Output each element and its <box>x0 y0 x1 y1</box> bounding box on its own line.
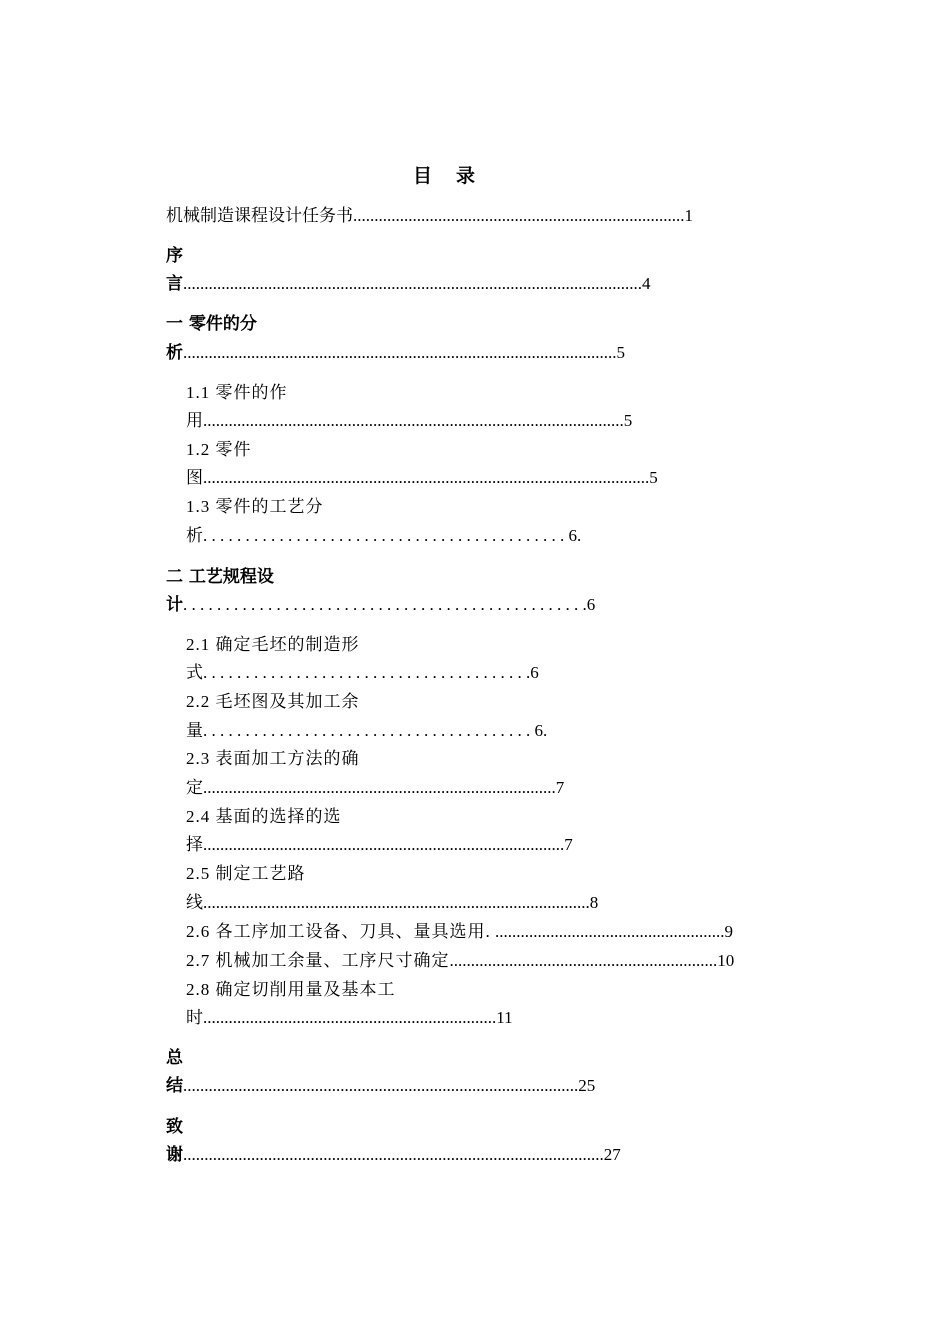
toc-entry-label: 计 <box>166 595 183 615</box>
toc-entry-2-5[interactable] <box>186 892 598 914</box>
toc-page-number: 1 <box>684 206 693 225</box>
toc-page-number: 7 <box>564 835 573 854</box>
toc-page-number: 5 <box>649 468 658 487</box>
toc-title <box>413 165 475 187</box>
toc-entry-label: 结 <box>166 1076 183 1096</box>
toc-page-number: 25 <box>578 1076 596 1095</box>
toc-entry-label: 言 <box>166 274 183 294</box>
toc-entry-2-8-line1[interactable]: 2.8 确定切削用量及基本工 <box>186 980 396 999</box>
toc-dot-leader: ........................................................................................... <box>203 893 590 912</box>
toc-entry-task-book[interactable] <box>166 205 693 227</box>
toc-page-number: 6 <box>586 595 596 614</box>
toc-entry-acknowledgement-line1[interactable]: 致 <box>166 1117 183 1137</box>
toc-entry-preface-line1[interactable]: 序 <box>166 246 183 266</box>
toc-dot-leader: . . . . . . . . . . . . . . . . . . . . . . . . . . . . . . . . . . . . . . . . . . . 6. <box>203 526 582 545</box>
toc-page-number: 7 <box>555 778 565 797</box>
toc-title-right: 录 <box>456 165 476 187</box>
toc-dot-leader: ............................................................................................................ <box>183 274 642 293</box>
toc-page-number: 9 <box>724 922 733 941</box>
toc-entry-2-8[interactable] <box>186 1007 513 1029</box>
toc-page-number: 11 <box>496 1008 513 1027</box>
toc-page-number: 27 <box>603 1145 621 1164</box>
toc-entry-2-4[interactable] <box>186 834 573 856</box>
toc-page-number: 10 <box>717 951 735 970</box>
toc-dot-leader: ...................................................................................................... <box>183 343 617 362</box>
toc-entry-label: 定 <box>186 778 203 797</box>
toc-dot-leader: . . . . . . . . . . . . . . . . . . . . . . . . . . . . . . . . . . . . . . . 6. <box>203 721 548 740</box>
toc-dot-leader: ................................................................................... <box>203 778 556 797</box>
toc-entry-label: 线 <box>186 893 203 912</box>
toc-entry-ch1[interactable] <box>166 342 625 364</box>
toc-entry-2-1[interactable] <box>186 662 539 684</box>
toc-dot-leader: ................................................................................................... <box>183 1145 604 1164</box>
toc-entry-label: 用 <box>186 411 203 430</box>
toc-entry-2-7[interactable] <box>186 950 734 972</box>
toc-dot-leader: . . . . . . . . . . . . . . . . . . . . . . . . . . . . . . . . . . . . . . . <box>203 663 531 682</box>
toc-entry-2-3-line1[interactable]: 2.3 表面加工方法的确 <box>186 749 360 768</box>
toc-entry-2-6[interactable] <box>186 921 733 943</box>
toc-entry-2-4-line1[interactable]: 2.4 基面的选择的选 <box>186 807 342 826</box>
toc-dot-leader: ............................................................................................. <box>183 1076 579 1095</box>
toc-entry-label: 2.7 机械加工余量、工序尺寸确定 <box>186 951 450 970</box>
toc-dot-leader: ..................................................................... <box>203 1008 497 1027</box>
toc-dot-leader: ..................................................................................... <box>203 835 565 854</box>
toc-entry-2-5-line1[interactable]: 2.5 制定工艺路 <box>186 864 306 883</box>
toc-title-left: 目 <box>413 165 433 187</box>
toc-entry-label: 择 <box>186 835 203 854</box>
toc-entry-label: 图 <box>186 468 203 487</box>
toc-entry-1-2[interactable] <box>186 467 658 489</box>
toc-entry-1-1[interactable] <box>186 410 632 432</box>
toc-dot-leader: ................................................................................................... <box>203 411 624 430</box>
toc-entry-label: 析 <box>166 343 183 363</box>
toc-entry-label: 谢 <box>166 1145 183 1165</box>
toc-dot-leader: . . . . . . . . . . . . . . . . . . . . . . . . . . . . . . . . . . . . . . . . . . . . . . . . <box>183 595 587 614</box>
toc-page-number: 4 <box>642 274 651 293</box>
toc-entry-2-2[interactable] <box>186 720 547 742</box>
toc-entry-preface[interactable] <box>166 273 651 295</box>
toc-dot-leader: .............................................................................. <box>353 206 685 225</box>
toc-entry-label: 式 <box>186 663 203 682</box>
toc-entry-summary-line1[interactable]: 总 <box>166 1048 183 1068</box>
toc-entry-summary[interactable] <box>166 1075 595 1097</box>
toc-dot-leader: ......................................................................................................... <box>203 468 650 487</box>
toc-entry-2-2-line1[interactable]: 2.2 毛坯图及其加工余 <box>186 692 360 711</box>
toc-entry-ch2-line1[interactable]: 二 工艺规程设 <box>166 567 274 587</box>
toc-entry-label: 机械制造课程设计任务书 <box>166 206 353 226</box>
toc-entry-2-1-line1[interactable]: 2.1 确定毛坯的制造形 <box>186 635 360 654</box>
toc-entry-label: 时 <box>186 1008 203 1027</box>
toc-entry-label: 量 <box>186 721 203 740</box>
toc-page-number: 5 <box>616 343 625 362</box>
toc-page-number: 5 <box>623 411 633 430</box>
toc-entry-1-2-line1[interactable]: 1.2 零件 <box>186 440 252 459</box>
toc-page-number: 8 <box>589 893 599 912</box>
toc-entry-label: 2.6 各工序加工设备、刀具、量具选用. <box>186 922 491 941</box>
toc-entry-label: 析 <box>186 526 203 545</box>
toc-entry-2-3[interactable] <box>186 777 564 799</box>
toc-entry-ch1-line1[interactable]: 一 零件的分 <box>166 314 257 334</box>
toc-entry-1-3[interactable] <box>186 525 581 547</box>
toc-entry-acknowledgement[interactable] <box>166 1144 621 1166</box>
toc-dot-leader: ............................................................... <box>449 951 718 970</box>
toc-entry-1-3-line1[interactable]: 1.3 零件的工艺分 <box>186 497 324 516</box>
toc-dot-leader: ...................................................... <box>490 922 725 941</box>
toc-entry-1-1-line1[interactable]: 1.1 零件的作 <box>186 383 288 402</box>
toc-entry-ch2[interactable] <box>166 594 595 616</box>
toc-page-number: 6 <box>530 663 539 682</box>
